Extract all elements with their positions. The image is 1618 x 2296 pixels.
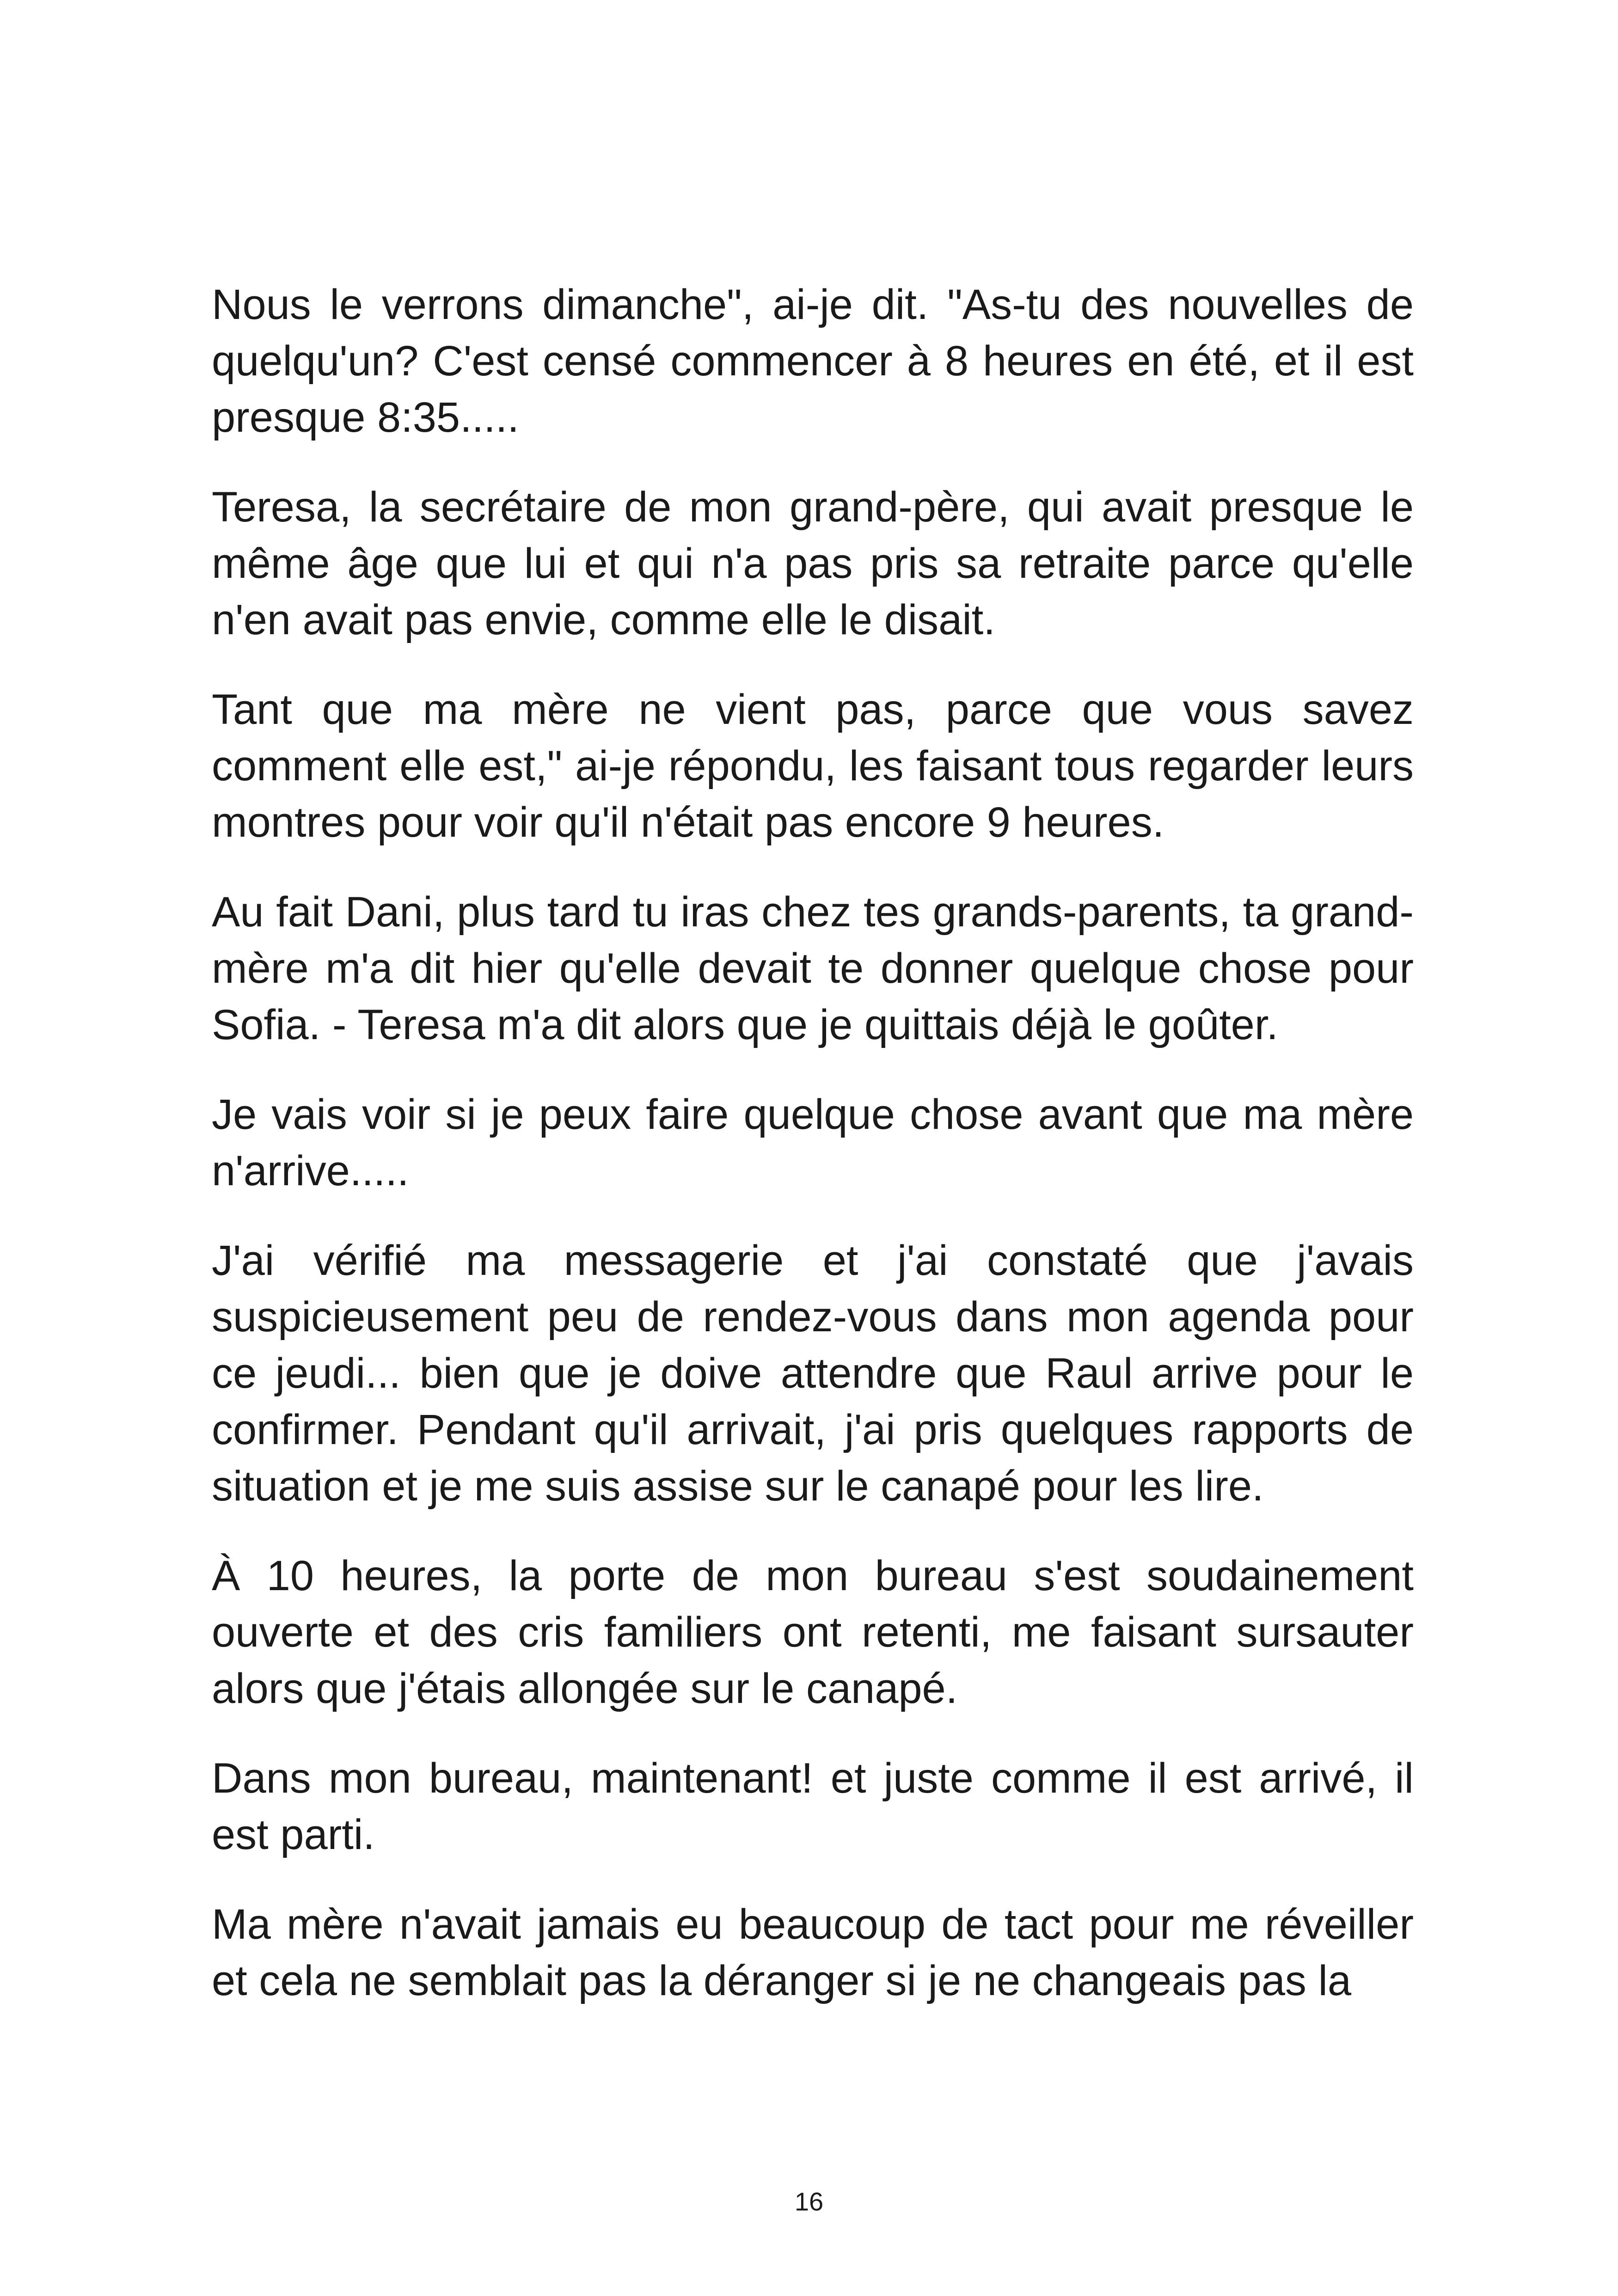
paragraph: Je vais voir si je peux faire quelque chose avant que ma mère n'arrive..... — [212, 1091, 1414, 1194]
paragraph: Tant que ma mère ne vient pas, parce que vous savez comment elle est," ai-je répondu, les faisant tous regarder leurs montres pour voir qu'il n'était pas encore 9 heures. — [212, 686, 1414, 846]
paragraph: Ma mère n'avait jamais eu beaucoup de tact pour me réveiller et cela ne semblait pas la déranger si je ne changeais pas la — [212, 1901, 1414, 2004]
paragraph: Teresa, la secrétaire de mon grand-père, qui avait presque le même âge que lui et qui n'a pas pris sa retraite parce qu'elle n'en avait pas envie, comme elle le disait. — [212, 484, 1414, 643]
paragraph: J'ai vérifié ma messagerie et j'ai constaté que j'avais suspicieusement peu de rendez-vous dans mon agenda pour ce jeudi... bien que je doive attendre que Raul arrive pour le confirmer. Pendant qu'il arrivait, j'ai pris quelques rapports de situation et je me suis assise sur le canapé pour les lire. — [212, 1237, 1414, 1510]
paragraph: Nous le verrons dimanche", ai-je dit. "As-tu des nouvelles de quelqu'un? C'est censé commencer à 8 heures en été, et il est presque 8:35..... — [212, 281, 1414, 441]
body-text — [212, 276, 1414, 2042]
page-number: 16 — [794, 2187, 824, 2216]
paragraph: Au fait Dani, plus tard tu iras chez tes grands-parents, ta grand-mère m'a dit hier qu'elle devait te donner quelque chose pour Sofia. - Teresa m'a dit alors que je quittais déjà le goûter. — [212, 888, 1414, 1048]
paragraph: Dans mon bureau, maintenant! et juste comme il est arrivé, il est parti. — [212, 1755, 1414, 1858]
paragraph: À 10 heures, la porte de mon bureau s'est soudainement ouverte et des cris familiers ont retenti, me faisant sursauter alors que j'étais allongée sur le canapé. — [212, 1552, 1414, 1712]
